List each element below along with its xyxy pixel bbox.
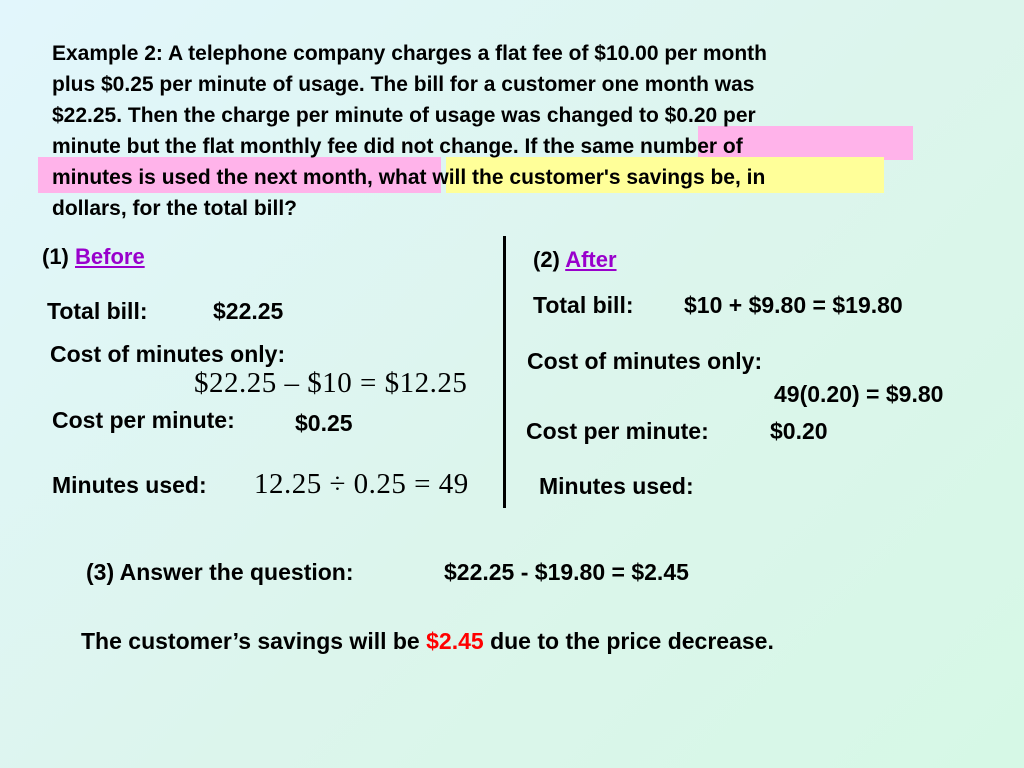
savings-amount: $2.45 [426, 628, 484, 654]
problem-line-5-highlight-yellow: what will the customer's savings be [378, 166, 735, 189]
answer-label: (3) Answer the question: [86, 559, 354, 585]
problem-line-5-comma: , [367, 166, 379, 189]
problem-line-1: Example 2: A telephone company charges a flat fee of $10.00 per month [52, 42, 767, 65]
problem-line-4-text: minute but the flat monthly fee did not change. If the [52, 135, 581, 158]
after-heading [533, 247, 617, 273]
before-heading [42, 244, 145, 270]
answer-calculation: $22.25 - $19.80 = $2.45 [444, 559, 689, 585]
before-minutes-used-formula: 12.25 ÷ 0.25 = 49 [254, 468, 469, 500]
before-prefix: (1) [42, 244, 75, 269]
problem-line-5-tail: , in [734, 166, 766, 189]
after-cost-minutes-label: Cost of minutes only: [527, 348, 763, 374]
after-total-bill-value: $10 + $9.80 = $19.80 [684, 292, 903, 318]
after-link[interactable]: After [565, 247, 617, 272]
before-link[interactable]: Before [75, 244, 145, 269]
after-cost-minutes-value: 49(0.20) = $9.80 [774, 381, 944, 407]
column-divider [503, 236, 506, 508]
after-prefix: (2) [533, 247, 566, 272]
conclusion-after: due to the price decrease. [483, 628, 774, 654]
problem-line-4 [52, 131, 952, 162]
problem-statement [52, 38, 952, 224]
before-cost-per-minute-value: $0.25 [295, 410, 353, 436]
before-cost-minutes-label: Cost of minutes only: [50, 341, 286, 367]
problem-line-2: plus $0.25 per minute of usage. The bill for a customer one month was [52, 73, 755, 96]
before-minutes-used-label: Minutes used: [52, 472, 207, 498]
before-total-bill-label: Total bill: [47, 298, 148, 324]
after-total-bill-label: Total bill: [533, 292, 634, 318]
problem-line-4-highlight: same number of [580, 135, 743, 158]
problem-line-6: dollars, for the total bill? [52, 197, 298, 220]
problem-line-5-highlight-pink: minutes is used the next month [52, 166, 368, 189]
after-cost-per-minute-label: Cost per minute: [526, 418, 709, 444]
conclusion-before: The customer’s savings will be [81, 628, 427, 654]
after-minutes-used-label: Minutes used: [539, 473, 694, 499]
problem-line-5 [52, 162, 952, 193]
conclusion-sentence [81, 628, 774, 655]
before-cost-minutes-formula: $22.25 – $10 = $12.25 [194, 367, 468, 399]
before-cost-per-minute-label: Cost per minute: [52, 407, 235, 433]
after-cost-per-minute-value: $0.20 [770, 418, 828, 444]
problem-line-3: $22.25. Then the charge per minute of usage was changed to $0.20 per [52, 104, 756, 127]
before-total-bill-value: $22.25 [213, 298, 284, 324]
